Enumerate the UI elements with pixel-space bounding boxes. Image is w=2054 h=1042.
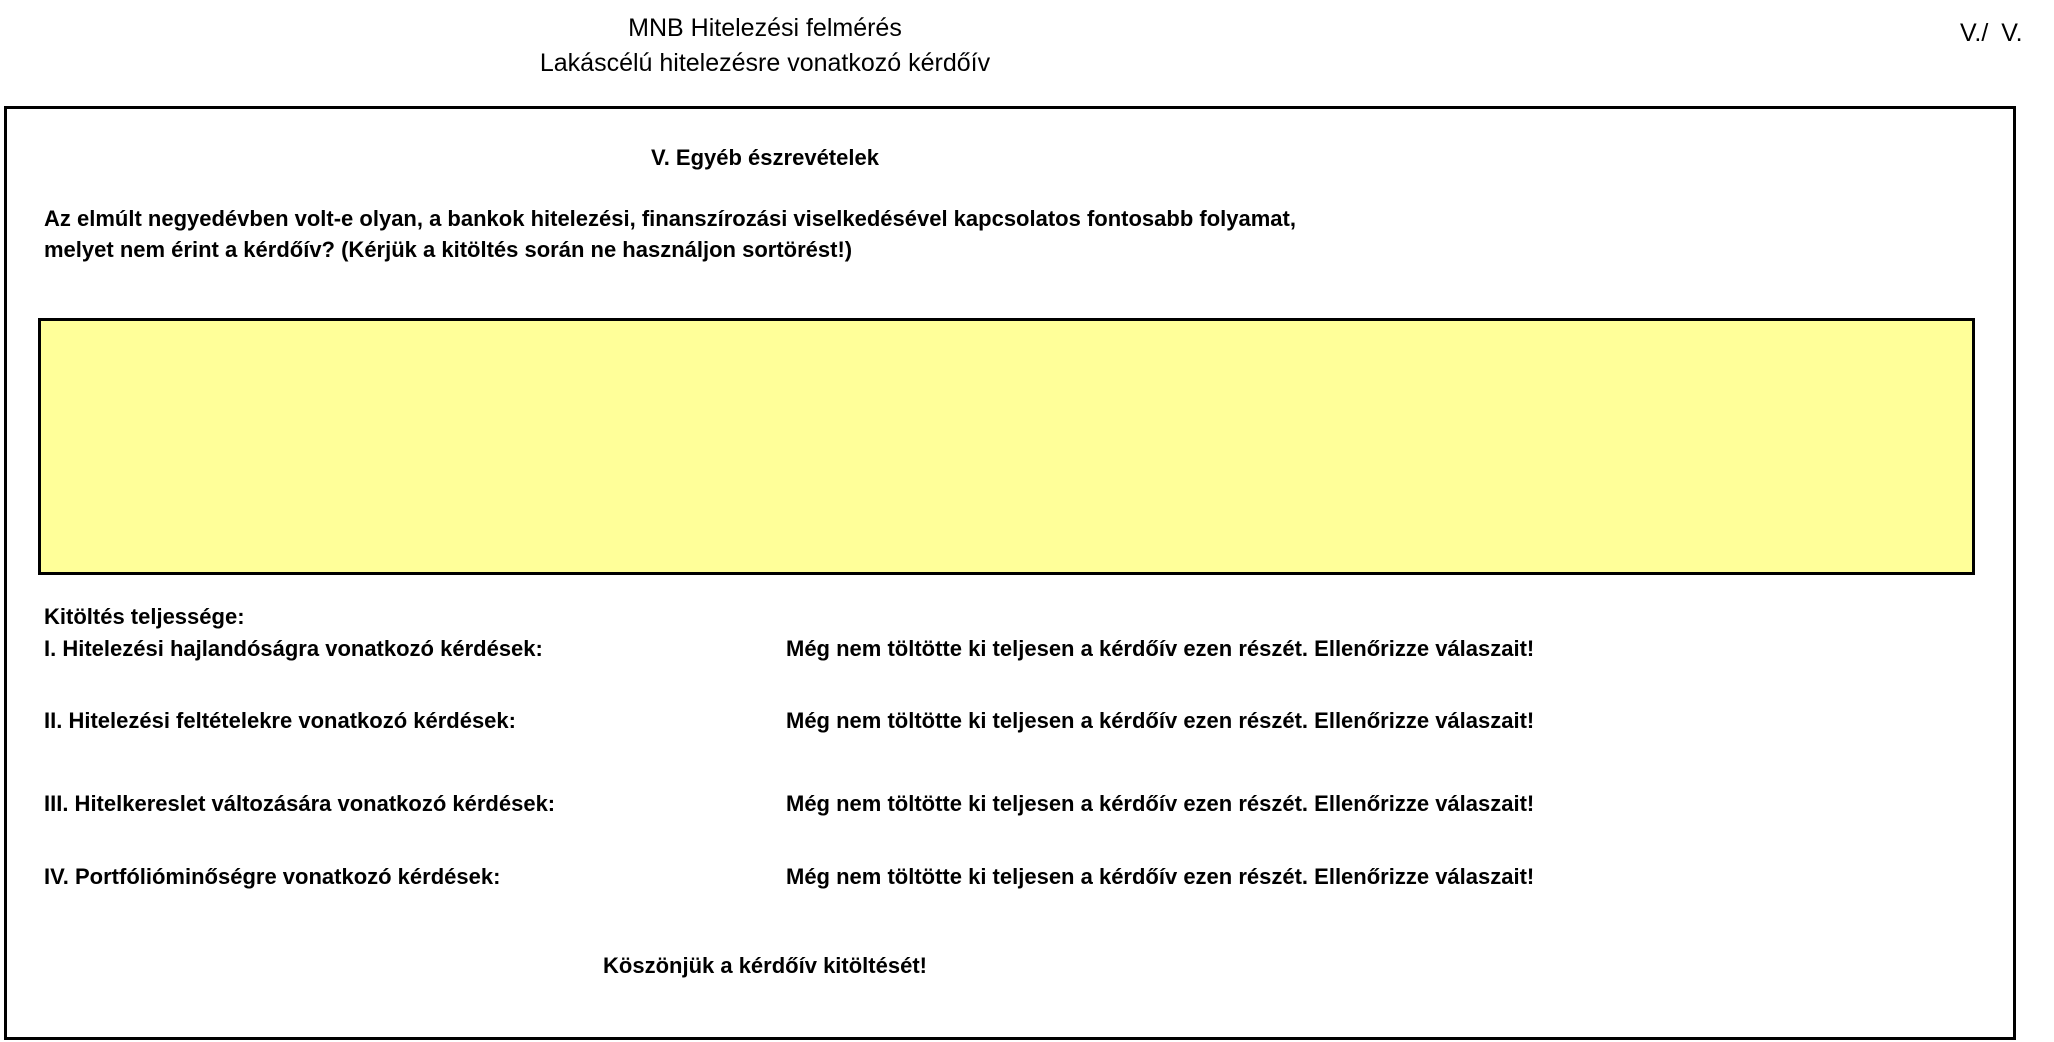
question-text-line2: melyet nem érint a kérdőív? (Kérjük a kitöltés során ne használjon sortörést!) <box>44 237 853 262</box>
completeness-row-label-2: II. Hitelezési feltételekre vonatkozó kérdések: <box>44 708 516 733</box>
completeness-heading: Kitöltés teljessége: <box>44 604 245 629</box>
section-title: V. Egyéb észrevételek <box>651 145 879 170</box>
completeness-row-status-2: Még nem töltötte ki teljesen a kérdőív ezen részét. Ellenőrizze válaszait! <box>786 708 1535 733</box>
completeness-row-label-4: IV. Portfólióminőségre vonatkozó kérdések: <box>44 864 501 889</box>
completeness-row-status-1: Még nem töltötte ki teljesen a kérdőív ezen részét. Ellenőrizze válaszait! <box>786 636 1535 661</box>
thank-you-message: Köszönjük a kérdőív kitöltését! <box>603 953 927 978</box>
completeness-row-label-1: I. Hitelezési hajlandóságra vonatkozó kérdések: <box>44 636 543 661</box>
question-text-line1: Az elmúlt negyedévben volt-e olyan, a bankok hitelezési, finanszírozási viselkedésével kapcsolatos fontosabb folyamat, <box>44 206 1296 231</box>
completeness-row-label-3: III. Hitelkereslet változására vonatkozó kérdések: <box>44 791 556 816</box>
survey-title: MNB Hitelezési felmérés <box>628 14 902 42</box>
questionnaire-subtitle: Lakáscélú hitelezésre vonatkozó kérdőív <box>539 49 991 77</box>
page-indicator: V./ V. <box>1960 19 2023 47</box>
completeness-row-status-3: Még nem töltötte ki teljesen a kérdőív ezen részét. Ellenőrizze válaszait! <box>786 791 1535 816</box>
completeness-row-status-4: Még nem töltötte ki teljesen a kérdőív ezen részét. Ellenőrizze válaszait! <box>786 864 1535 889</box>
comments-answer-field[interactable] <box>38 318 1975 575</box>
